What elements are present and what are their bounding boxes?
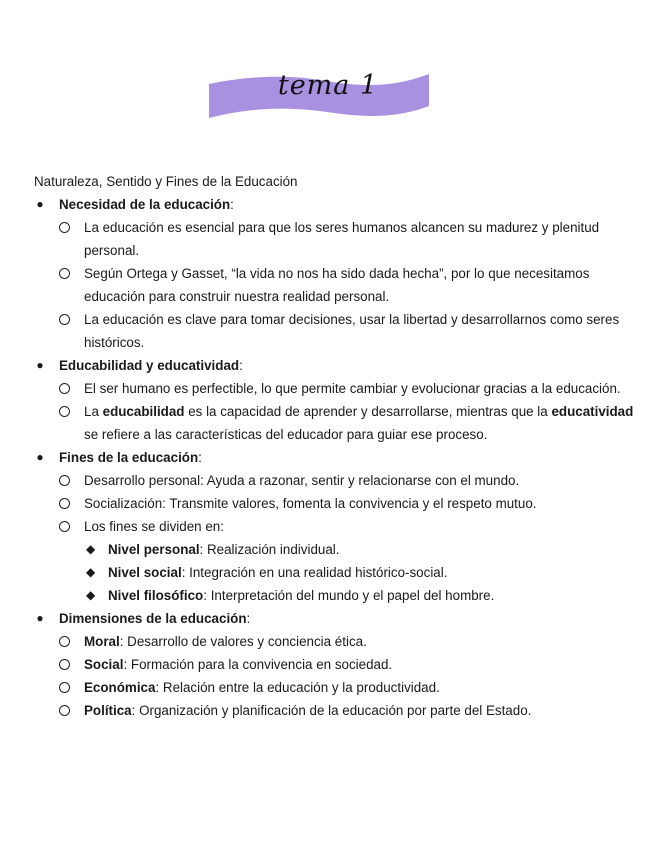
list-item — [59, 469, 634, 492]
list-item-text: Los fines se dividen en: — [84, 519, 224, 534]
nested-list-item — [84, 584, 634, 607]
diamond-bullet-icon: ◆ — [86, 542, 96, 556]
filled-bullet-icon: ● — [36, 358, 44, 372]
nested-list-item — [84, 538, 634, 561]
list-item — [59, 377, 634, 400]
list-item-text: Desarrollo personal: Ayuda a razonar, sentir y relacionarse con el mundo. — [84, 473, 520, 488]
list-item-text: : Interpretación del mundo y el papel del hombre. — [203, 588, 495, 603]
title-banner — [207, 72, 431, 120]
list-item-text: : Integración en una realidad histórico-social. — [181, 565, 448, 580]
hollow-circle-bullet-icon — [59, 498, 70, 509]
hollow-circle-bullet-icon — [59, 268, 70, 279]
bold-term: Nivel filosófico — [108, 588, 204, 603]
list-item-text: se refiere a las características del educador para guiar ese proceso. — [84, 427, 488, 442]
section-heading: Dimensiones de la educación — [59, 611, 247, 626]
document-title: Naturaleza, Sentido y Fines de la Educación — [34, 174, 298, 189]
filled-bullet-icon: ● — [36, 450, 44, 464]
bold-term: Nivel personal — [108, 542, 200, 557]
list-item — [59, 262, 634, 308]
hollow-circle-bullet-icon — [59, 659, 70, 670]
hollow-circle-bullet-icon — [59, 475, 70, 486]
nested-list — [84, 538, 634, 607]
section-list — [34, 193, 634, 722]
bold-term: Social — [84, 657, 124, 672]
hollow-circle-bullet-icon — [59, 705, 70, 716]
section-heading: Necesidad de la educación — [59, 197, 231, 212]
bold-term: educatividad — [551, 404, 634, 419]
section-item — [34, 193, 634, 354]
list-item-text: es la capacidad de aprender y desarrollarse, mientras que la — [184, 404, 552, 419]
list-item-text: : Realización individual. — [199, 542, 340, 557]
list-item — [59, 515, 634, 607]
list-item — [59, 676, 634, 699]
bold-term: Moral — [84, 634, 120, 649]
hollow-circle-bullet-icon — [59, 222, 70, 233]
list-item-text: : Formación para la convivencia en sociedad. — [123, 657, 393, 672]
list-item-text: La — [84, 404, 103, 419]
list-item-text: Según Ortega y Gasset, “la vida no nos ha sido dada hecha”, por lo que necesitamos educación para construir nuestra realidad personal. — [84, 266, 590, 304]
bold-term: Política — [84, 703, 132, 718]
hollow-circle-bullet-icon — [59, 636, 70, 647]
banner-title: tema 1 — [277, 70, 379, 101]
list-item — [59, 699, 634, 722]
list-item — [59, 308, 634, 354]
bold-term: educabilidad — [102, 404, 185, 419]
section-heading-colon: : — [246, 611, 251, 626]
list-item — [59, 630, 634, 653]
filled-bullet-icon: ● — [36, 197, 44, 211]
section-heading-colon: : — [239, 358, 243, 373]
list-item-text: El ser humano es perfectible, lo que permite cambiar y evolucionar gracias a la educación. — [84, 381, 621, 396]
hollow-circle-bullet-icon — [59, 383, 70, 394]
section-item — [34, 607, 634, 722]
subitem-list — [59, 377, 634, 446]
document-body — [34, 170, 634, 722]
list-item-text: : Organización y planificación de la educación por parte del Estado. — [131, 703, 532, 718]
subitem-list — [59, 216, 634, 354]
section-item — [34, 446, 634, 607]
list-item-text: Socialización: Transmite valores, fomenta la convivencia y el respeto mutuo. — [84, 496, 537, 511]
diamond-bullet-icon: ◆ — [86, 565, 96, 579]
subitem-list — [59, 469, 634, 607]
list-item-text: La educación es esencial para que los seres humanos alcancen su madurez y plenitud personal. — [84, 220, 600, 258]
bold-term: Económica — [84, 680, 156, 695]
list-item — [59, 216, 634, 262]
hollow-circle-bullet-icon — [59, 521, 70, 532]
list-item — [59, 492, 634, 515]
filled-bullet-icon: ● — [36, 611, 44, 625]
hollow-circle-bullet-icon — [59, 314, 70, 325]
section-item — [34, 354, 634, 446]
diamond-bullet-icon: ◆ — [86, 588, 96, 602]
section-heading: Educabilidad y educatividad — [59, 358, 240, 373]
section-heading: Fines de la educación — [59, 450, 199, 465]
bold-term: Nivel social — [108, 565, 182, 580]
banner-shape — [209, 74, 429, 118]
list-item-text: La educación es clave para tomar decisiones, usar la libertad y desarrollarnos como seres históricos. — [84, 312, 620, 350]
nested-list-item — [84, 561, 634, 584]
subitem-list — [59, 630, 634, 722]
hollow-circle-bullet-icon — [59, 406, 70, 417]
list-item-text: : Relación entre la educación y la productividad. — [155, 680, 440, 695]
hollow-circle-bullet-icon — [59, 682, 70, 693]
section-heading-colon: : — [230, 197, 234, 212]
list-item — [59, 653, 634, 676]
list-item-text: : Desarrollo de valores y conciencia ética. — [119, 634, 367, 649]
section-heading-colon: : — [198, 450, 202, 465]
list-item — [59, 400, 634, 446]
